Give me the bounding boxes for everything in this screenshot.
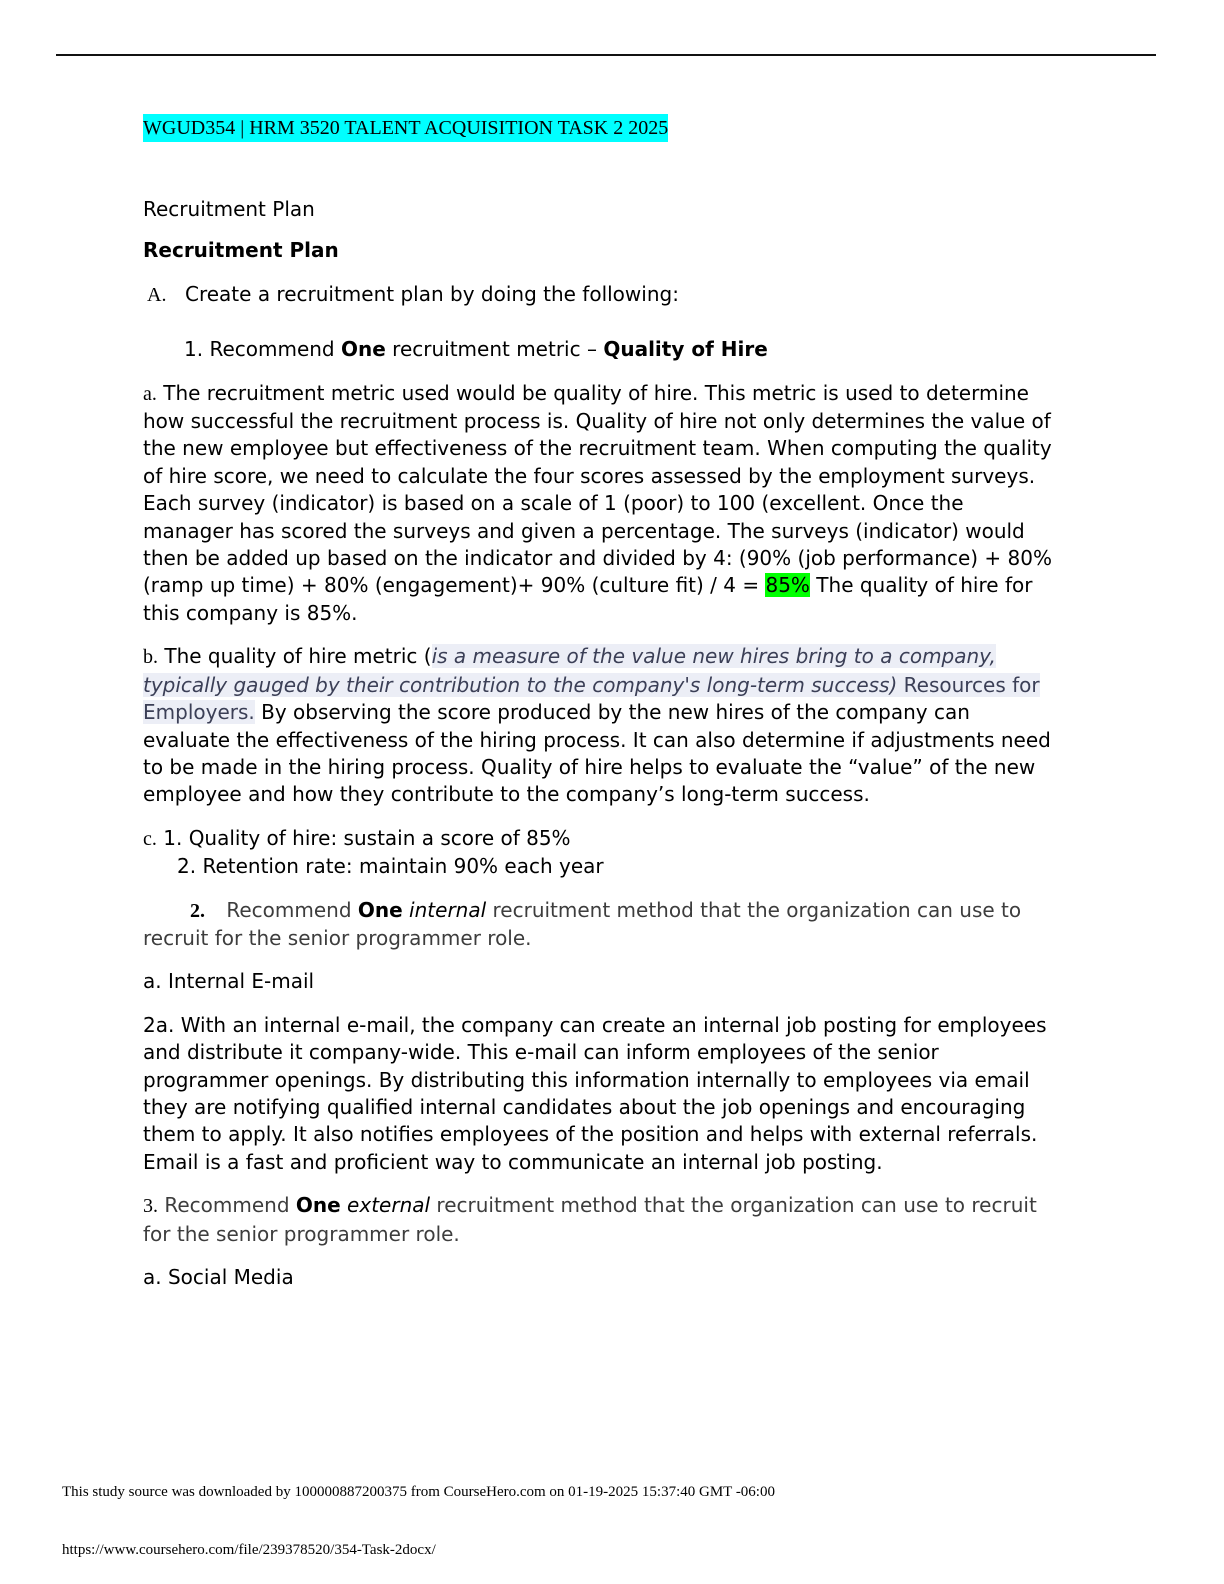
item-1-middle: recruitment metric – <box>385 337 604 362</box>
goal-1: 1. Quality of hire: sustain a score of 85% <box>156 825 571 850</box>
item-3-answer: a. Social Media <box>143 1265 294 1289</box>
item-1-prefix: 1. Recommend <box>184 337 341 362</box>
item-2-one: One <box>357 897 403 922</box>
quote-source: Resources for Employers. <box>143 672 1040 725</box>
paragraph-c <box>143 825 1058 881</box>
item-2-answer: a. Internal E-mail <box>143 969 315 994</box>
footer-source-note: This study source was downloaded by 100000887200375 from CourseHero.com on 01-19-2025 15:37:40 GMT -06:00 <box>62 1484 775 1500</box>
item-3-text: recruitment method that the organization can use to recruit for the senior programmer role. <box>143 1193 1037 1246</box>
item-2-paragraph: 2a. With an internal e-mail, the company can create an internal job posting for employees and distribute it company-wide. This e-mail can inform employees of the senior programmer openings. By distributing this information internally to employees via email they are notifying qualified internal candidates about the job openings and encouraging them to apply. It also notifies employees of the position and helps with external referrals. Email is a fast and proficient way to communicate an internal job posting. <box>143 1012 1047 1174</box>
item-1-one: One <box>340 337 386 362</box>
item-1-metric: Quality of Hire <box>603 337 768 362</box>
document-body <box>143 114 1058 1291</box>
header-rule <box>56 54 1156 56</box>
item-3-prefix: Recommend <box>158 1193 296 1218</box>
footer-url[interactable]: https://www.coursehero.com/file/239378520/354-Task-2docx/ <box>62 1542 436 1558</box>
item-2-text: recruitment method that the organization can use to recruit for the senior programmer role. <box>143 897 1022 950</box>
item-2-emphasis: internal <box>402 897 487 922</box>
item-3-emphasis: external <box>340 1193 431 1218</box>
document-title-line <box>143 114 1058 142</box>
paragraph-a <box>143 380 1058 628</box>
paragraph-b-intro: The quality of hire metric ( <box>158 644 432 669</box>
paragraph-a-label: a. <box>143 382 157 405</box>
item-1 <box>143 336 1058 363</box>
section-a-marker: A. <box>147 283 167 306</box>
section-a-text: Create a recruitment plan by doing the following: <box>185 281 679 306</box>
paragraph-b-text: By observing the score produced by the new hires of the company can evaluate the effectiveness of the hiring process. It can also determine if adjustments need to be made in the hiring process. Quality of hire helps to evaluate the “value” of the new employee and how they contribute to the company’s long-term success. <box>143 700 1051 807</box>
paragraph-b-label: b. <box>143 646 158 669</box>
paragraph-a-text: The recruitment metric used would be quality of hire. This metric is used to determine how successful the recruitment process is. Quality of hire not only determines the value of the new employee but effectiveness of the recruitment team. When computing the quality of hire score, we need to calculate the four scores assessed by the employment surveys. Each survey (indicator) is based on a scale of 1 (poor) to 100 (excellent. Once the manager has scored the surveys and given a percentage. The surveys (indicator) would then be added up based on the indicator and divided by 4: (90% (job performance) + 80% (ramp up time) + 80% (engagement)+ 90% (culture fit) / 4 = <box>143 380 1052 598</box>
paragraph-a-text-after: The quality of hire for this company is 85%. <box>143 573 1033 625</box>
item-3-number: 3. <box>143 1195 158 1218</box>
paragraph-b <box>143 643 1058 808</box>
goal-2: 2. Retention rate: maintain 90% each year <box>177 854 604 879</box>
section-a <box>143 281 1058 309</box>
document-title: WGUD354 | HRM 3520 TALENT ACQUISITION TASK 2 2025 <box>143 114 668 142</box>
item-2 <box>143 897 1058 953</box>
paragraph-c-label: c. <box>143 827 157 850</box>
item-3 <box>143 1192 1058 1248</box>
item-3-one: One <box>295 1193 341 1218</box>
highlighted-score: 85% <box>765 573 810 598</box>
quoted-definition: is a measure of the value new hires bring to a company, typically gauged by their contribution to the company's long-term success) <box>143 644 996 697</box>
item-2-prefix: Recommend <box>220 897 358 922</box>
heading-recruitment-plan: Recruitment Plan <box>143 197 315 221</box>
heading-recruitment-plan-bold: Recruitment Plan <box>143 238 339 263</box>
item-2-number: 2. <box>190 899 205 922</box>
